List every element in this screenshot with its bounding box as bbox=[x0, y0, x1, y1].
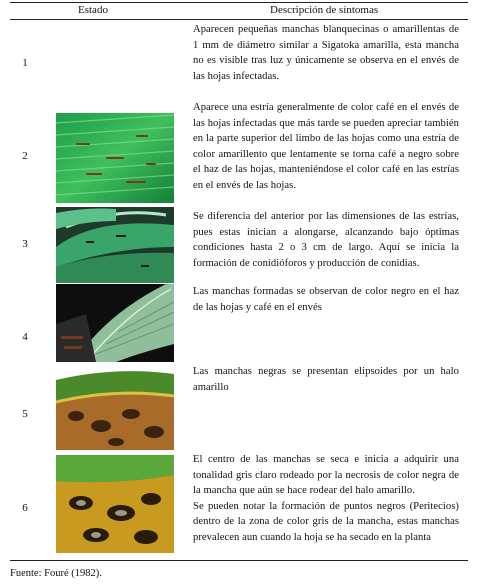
description-text: Las manchas negras se presentan elipsoides por un halo amarillo bbox=[193, 366, 459, 393]
description-text: Se diferencia del anterior por las dimensiones de las estrías, pues estas inician a alongarse, alcanzando bajo óptimas condiciones hasta 2 o 3 cm de largo. Aquí se inicia la formación de conidióforos y producción de conidias. bbox=[193, 211, 459, 269]
description-text: Las manchas formadas se observan de color negro en el haz de las hojas y café en el envés bbox=[193, 286, 459, 313]
stage-description bbox=[193, 100, 459, 193]
header-description: Descripción de síntomas bbox=[270, 4, 379, 16]
leaf-photo-stage-5 bbox=[56, 366, 174, 450]
description-text: Aparecen pequeñas manchas blanquecinas o amarillentas de 1 mm de diámetro similar a Sigatoka amarilla, esta mancha no es visible tras luz y únicamente se observa en el envés de las hojas infectadas. bbox=[193, 24, 459, 82]
source-note: Fuente: Fouré (1982). bbox=[10, 568, 102, 579]
stage-number: 3 bbox=[22, 238, 28, 250]
table-top-rule bbox=[10, 2, 468, 3]
stage-number: 2 bbox=[22, 150, 28, 162]
description-text-continued: Se pueden notar la formación de puntos negros (Peritecios) dentro de la zona de color gris de la mancha, estas manchas prevalecen aun cuando la hoja se ha secado en la planta bbox=[193, 500, 459, 543]
stage-description bbox=[193, 452, 459, 545]
leaf-photo-stage-6 bbox=[56, 455, 174, 553]
table-header-rule bbox=[10, 19, 468, 20]
stage-description bbox=[193, 209, 459, 271]
table-bottom-rule bbox=[10, 560, 468, 561]
stage-number: 4 bbox=[22, 331, 28, 343]
leaf-photo-stage-3 bbox=[56, 207, 174, 283]
leaf-photo-stage-4 bbox=[56, 284, 174, 362]
description-text: Aparece una estría generalmente de color café en el envés de las hojas infectadas que más tarde se pueden apreciar también en la parte superior del limbo de las hojas como una estría de color amarillento que lentamente se torna café a negro sobre el haz de las hojas, manteniéndose el color café en las estrías en el envés de las hojas. bbox=[193, 102, 459, 191]
header-stage: Estado bbox=[78, 4, 108, 16]
stage-number: 1 bbox=[22, 57, 28, 69]
stage-description bbox=[193, 22, 459, 84]
stage-number: 6 bbox=[22, 502, 28, 514]
stage-description bbox=[193, 284, 459, 315]
leaf-photo-stage-2 bbox=[56, 113, 174, 203]
stage-description bbox=[193, 364, 459, 395]
description-text: El centro de las manchas se seca e inicia a adquirir una tonalidad gris claro rodeado por la necrosis de color negra de la mancha que aún se hace rodear del halo amarillo. bbox=[193, 454, 459, 496]
stage-number: 5 bbox=[22, 408, 28, 420]
